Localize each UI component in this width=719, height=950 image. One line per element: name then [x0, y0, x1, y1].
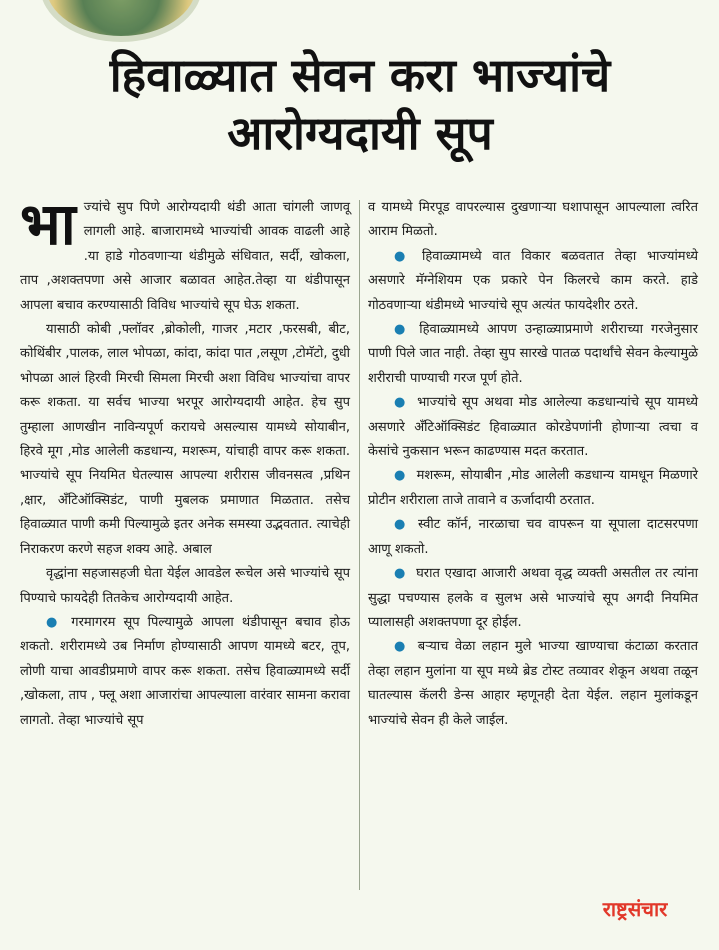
bullet-paragraph	[368, 464, 698, 513]
bullet-text: स्वीट कॉर्न, नारळाचा चव वापरून या सूपाला दाटसरपणा आणू शकतो.	[368, 517, 698, 557]
column-divider	[359, 200, 360, 890]
bullet-paragraph	[368, 562, 698, 635]
bullet-paragraph	[20, 611, 350, 733]
paragraph: यासाठी कोबी ,फ्लॉवर ,ब्रोकोली, गाजर ,मटार ,फरसबी, बीट, कोथिंबीर ,पालक, लाल भोपळा, कांदा, कांदा पात ,लसूण ,टोमॅटो, दुधी भोपळा आलं हिरवी मिरची सिमला मिरची अशा विविध भाज्यांचा वापर करू शकता. या सर्वच भाज्या भरपूर आरोग्यदायी आहेत. हेच सुप तुम्हाला आणखीन नाविन्यपूर्ण करायचे असल्यास यामध्ये सोयाबीन, हिरवे मूग ,मोड आलेली कडधान्य, मशरूम, यांचाही वापर करू शकता. भाज्यांचे सूप नियमित घेतल्यास आपल्या शरीरास जीवनसत्व ,प्रथिन ,क्षार, अँटिऑक्सिडंट, पाणी मुबलक प्रमाणात मिळतात. तसेच हिवाळ्यात पाणी कमी पिल्यामुळे इतर अनेक समस्या उद्भवतात. त्याचेही निराकरण करणे सहज शक्य आहे. अबाल	[20, 322, 350, 557]
bullet-icon: ●	[394, 517, 409, 533]
paragraph: वृद्धांना सहजासहजी घेता येईल आवडेल रूचेल असे भाज्यांचे सूप पिण्याचे फायदेही तितकेच आरोग्यदायी आहेत.	[20, 566, 350, 606]
bullet-paragraph	[368, 245, 698, 318]
bullet-text: बऱ्याच वेळा लहान मुले भाज्या खाण्याचा कंटाळा करतात तेव्हा लहान मुलांना या सूप मध्ये ब्रेड टोस्ट तव्यावर शेकून अथवा तळून घातल्यास कॅलरी डेन्स आहार म्हणूनही देता येईल. लहान मुलांकडून भाज्यांचे सेवन ही केले जाईल.	[368, 639, 698, 728]
bullet-paragraph	[368, 513, 698, 562]
bullet-paragraph	[368, 391, 698, 464]
bullet-text: हिवाळ्यामध्ये वात विकार बळवतात तेव्हा भाज्यांमध्ये असणारे मॅग्नेशियम एक प्रकारे पेन किलरचे काम करते. हाडे गोठवणाऱ्या थंडीमध्ये भाज्यांचे सूप अत्यंत फायदेशीर ठरते.	[368, 248, 699, 313]
bullet-text: हिवाळ्यामध्ये आपण उन्हाळ्याप्रमाणे शरीराच्या गरजेनुसार पाणी पिले जात नाही. तेव्हा सुप सारखे पातळ पदार्थांचे सेवन केल्यामुळे शरीराची पाण्याची गरज पूर्ण होते.	[368, 322, 698, 386]
title-line-1: हिवाळ्यात सेवन करा भाज्यांचे	[109, 48, 611, 102]
bullet-text: गरमागरम सूप पिल्यामुळे आपला थंडीपासून बचाव होऊ शकतो. शरीरामध्ये उब निर्माण होण्यासाठी आपण यामध्ये बटर, तूप, लोणी याचा आवडीप्रमाणे वापर करू शकता. तसेच हिवाळ्यामध्ये सर्दी ,खोकला, ताप , फ्लू अशा आजारांचा आपल्याला वारंवार सामना करावा लागतो. तेव्हा भाज्यांचे सूप	[20, 614, 351, 728]
bullet-icon: ●	[394, 566, 407, 582]
paragraph-text: ज्यांचे सुप पिणे आरोग्यदायी थंडी आता चांगली जाणवू लागली आहे. बाजारामध्ये भाज्यांची आवक वाढली आहे .या हाडे गोठवणाऱ्या थंडीमुळे संधिवात, सर्दी, खोकला, ताप ,अशक्तपणा असे आजार बळावत आहेत.तेव्हा या थंडीपासून आपला बचाव करण्यासाठी विविध भाज्यांचे सूप घेऊ शकता.	[20, 200, 350, 313]
bullet-icon: ●	[394, 395, 408, 411]
bullet-text: मशरूम, सोयाबीन ,मोड आलेली कडधान्य यामधून मिळणारे प्रोटीन शरीराला ताजे तावाने व ऊर्जादायी ठरतात.	[368, 468, 699, 508]
bullet-icon: ●	[394, 322, 410, 338]
bullet-icon: ●	[46, 614, 62, 630]
bullet-paragraph	[368, 318, 698, 391]
bullet-icon: ●	[394, 248, 412, 264]
continued-paragraph: व यामध्ये मिरपूड वापरल्यास दुखणाऱ्या घशापासून आपल्याला त्वरित आराम मिळतो.	[368, 200, 698, 240]
article-body	[20, 190, 700, 896]
intro-paragraph	[20, 190, 350, 318]
drop-cap: भा	[20, 190, 76, 258]
publication-logo: राष्ट्रसंचार	[602, 897, 668, 921]
bullet-icon: ●	[394, 468, 407, 484]
left-column	[20, 190, 351, 733]
article-title	[20, 46, 700, 162]
decorative-image-corner	[40, 0, 202, 42]
title-line-2: आरोग्यदायी सूप	[227, 106, 493, 160]
bullet-icon: ●	[394, 639, 408, 655]
right-column	[368, 196, 698, 733]
bullet-text: भाज्यांचे सूप अथवा मोड आलेल्या कडधान्यांचे सूप यामध्ये असणारे अँटिऑक्सिडंट हिवाळ्यात कोरडेपणांनी होणाऱ्या त्वचा व केसांचे नुकसान भरून काढण्यास मदत करतात.	[368, 395, 698, 460]
bullet-paragraph	[368, 635, 698, 733]
bullet-text: घरात एखादा आजारी अथवा वृद्ध व्यक्ती असतील तर त्यांना सुद्धा पचण्यास हलके व सुलभ असे भाज्यांचे सूप अगदी नियमित प्यालासही अशक्तपणा दूर होईल.	[368, 566, 698, 630]
